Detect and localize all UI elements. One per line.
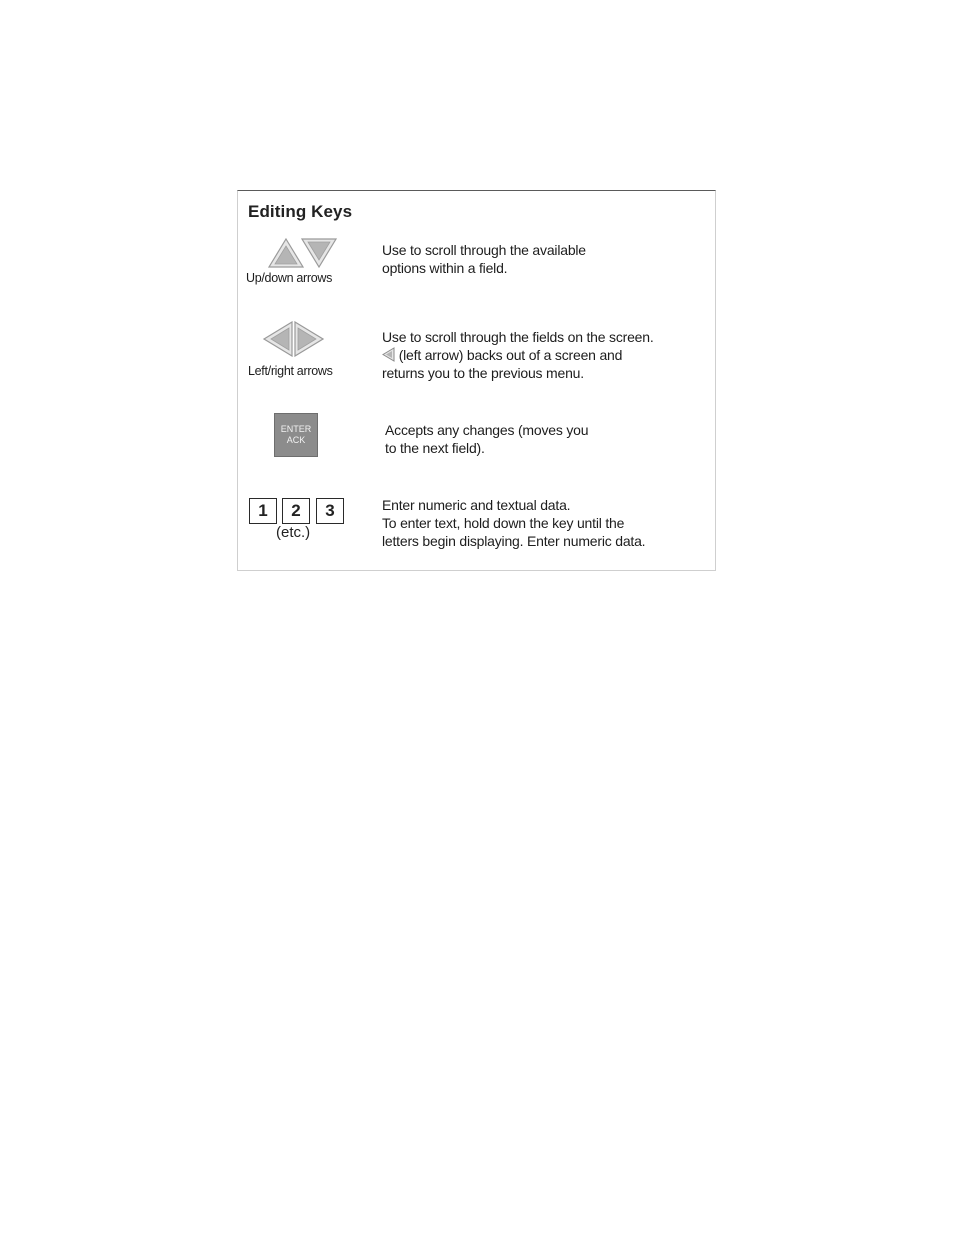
numeric-description <box>382 496 645 550</box>
left-arrow-icon <box>263 321 293 357</box>
numeric-caption: (etc.) <box>276 524 311 541</box>
numeric-desc-line: To enter text, hold down the key until the <box>382 515 625 531</box>
numeric-key-3: 3 <box>316 498 344 524</box>
enter-desc-line: to the next field). <box>385 440 485 456</box>
numeric-desc-line: letters begin displaying. Enter numeric data. <box>382 533 646 549</box>
leftright-desc-line-with-icon <box>382 346 654 364</box>
numeric-key-1: 1 <box>249 498 277 524</box>
right-arrow-icon <box>294 321 324 357</box>
numeric-key-2: 2 <box>282 498 310 524</box>
leftright-desc-text: (left arrow) backs out of a screen and <box>395 347 623 363</box>
numeric-desc-line: Enter numeric and textual data. <box>382 497 571 513</box>
enter-key-label: ENTER <box>280 424 312 434</box>
updown-desc-line: Use to scroll through the available <box>382 242 586 258</box>
leftright-description <box>382 328 654 382</box>
enter-ack-key <box>274 413 318 457</box>
leftright-caption: Left/right arrows <box>248 364 333 378</box>
down-arrow-icon <box>301 238 337 268</box>
enter-desc-line: Accepts any changes (moves you <box>385 422 589 438</box>
editing-keys-panel <box>237 190 716 571</box>
ack-key-label: ACK <box>286 435 306 445</box>
enter-description <box>385 421 588 457</box>
updown-desc-line: options within a field. <box>382 260 508 276</box>
left-arrow-icon <box>382 347 395 362</box>
leftright-desc-line: returns you to the previous menu. <box>382 365 584 381</box>
leftright-desc-line: Use to scroll through the fields on the screen. <box>382 329 654 345</box>
updown-description <box>382 241 586 277</box>
updown-caption: Up/down arrows <box>246 271 333 285</box>
panel-title: Editing Keys <box>248 202 353 221</box>
up-arrow-icon <box>268 238 304 268</box>
